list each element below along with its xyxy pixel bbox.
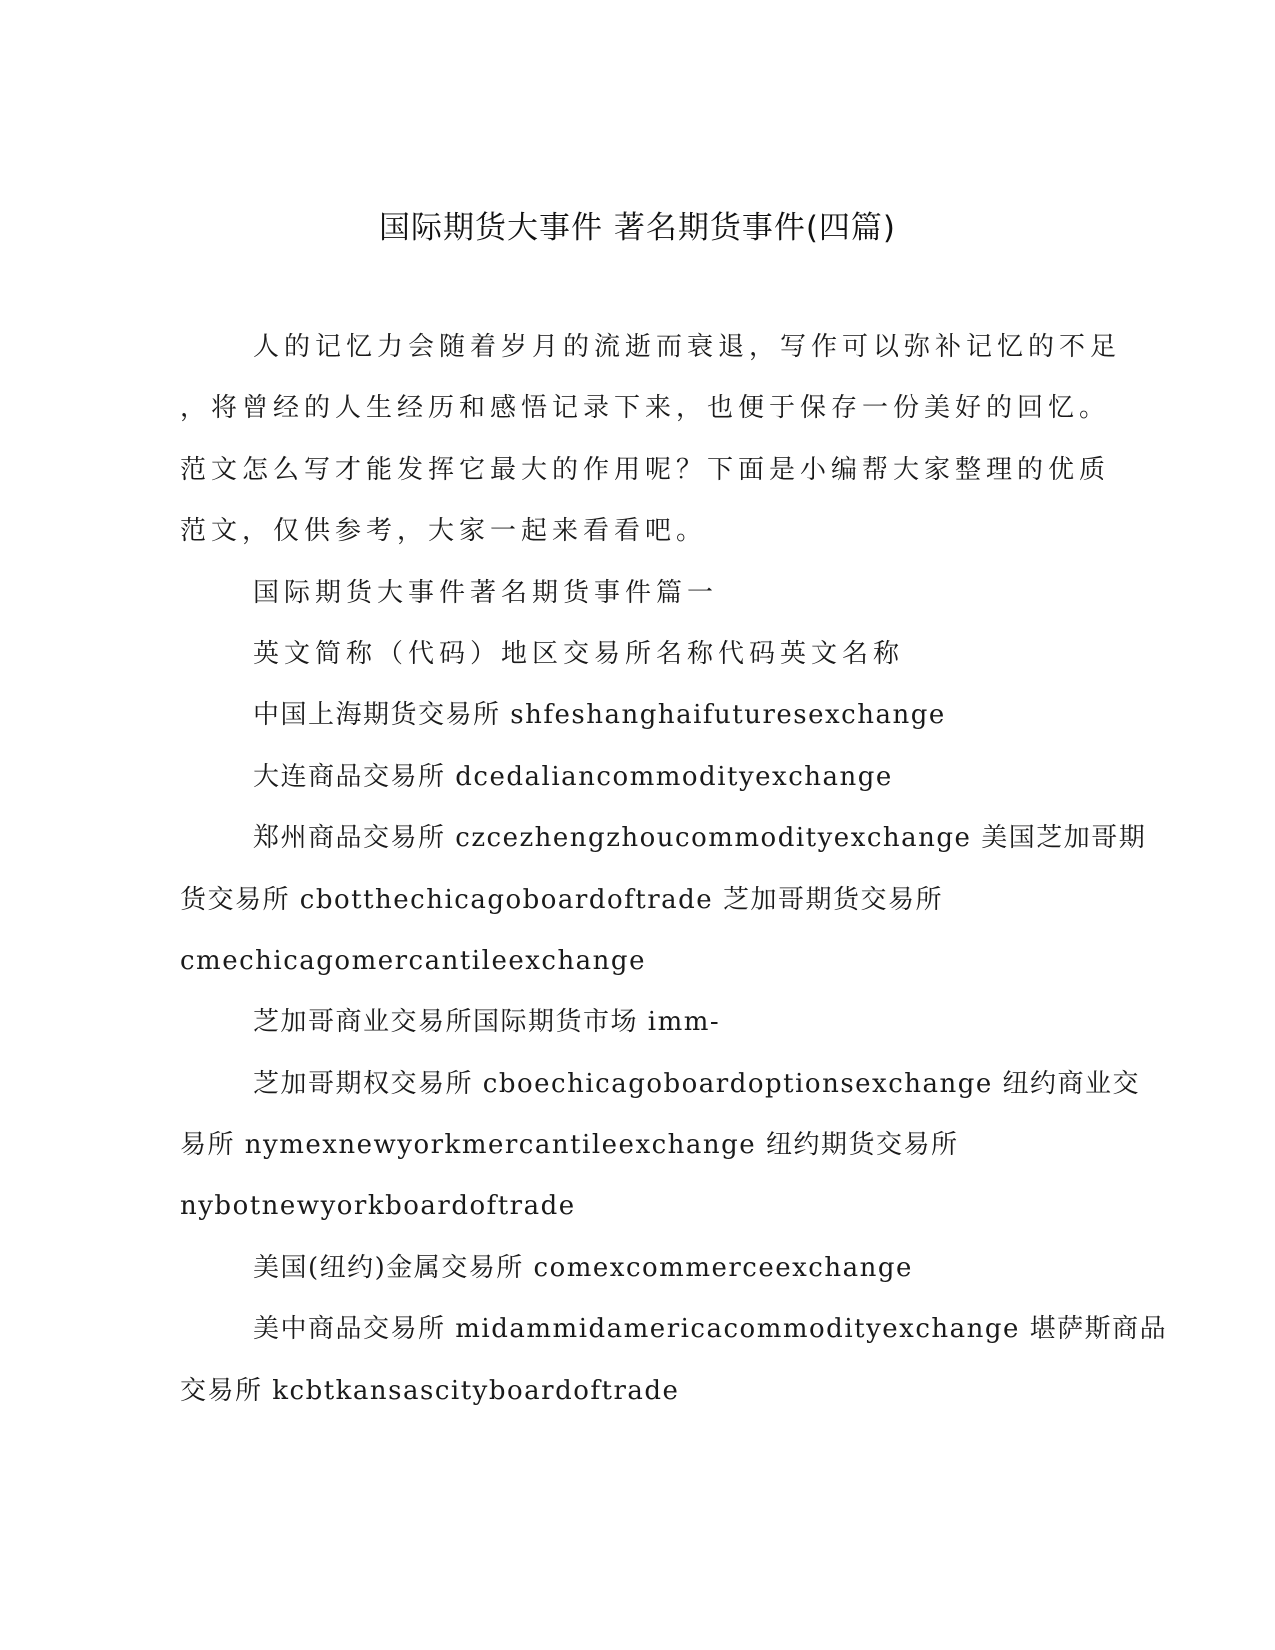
paragraph-line: 范文怎么写才能发挥它最大的作用呢？下面是小编帮大家整理的优质 [180, 454, 1111, 485]
paragraph-line: 范文，仅供参考，大家一起来看看吧。 [180, 516, 708, 547]
document-title: 国际期货大事件 著名期货事件(四篇) [378, 210, 897, 246]
paragraph-line: 英文简称（代码）地区交易所名称代码英文名称 [253, 638, 905, 669]
paragraph-line: ，将曾经的人生经历和感悟记录下来，也便于保存一份美好的回忆。 [180, 393, 1111, 424]
paragraph-line: 郑州商品交易所 czcezhengzhoucommodityexchange 美国芝加哥期 [253, 823, 1147, 854]
paragraph-line: 易所 nymexnewyorkmercantileexchange 纽约期货交易所 [180, 1130, 959, 1161]
paragraph-line: 美中商品交易所 midammidamericacommodityexchange 堪萨斯商品 [253, 1314, 1168, 1345]
paragraph-line: 芝加哥期权交易所 cboechicagoboardoptionsexchange 纽约商业交 [253, 1068, 1141, 1099]
section-heading: 国际期货大事件著名期货事件篇一 [253, 577, 719, 608]
paragraph-line: 人的记忆力会随着岁月的流逝而衰退，写作可以弥补记忆的不足 [253, 332, 1122, 362]
paragraph-line: 美国(纽约)金属交易所 comexcommerceexchange [253, 1252, 913, 1283]
paragraph-line: cmechicagomercantileexchange [180, 945, 646, 976]
paragraph-line: 交易所 kcbtkansascityboardoftrade [180, 1375, 680, 1406]
paragraph-line: 货交易所 cbotthechicagoboardoftrade 芝加哥期货交易所 [180, 884, 943, 915]
paragraph-line: 中国上海期货交易所 shfeshanghaifuturesexchange [253, 700, 946, 731]
paragraph-line: 大连商品交易所 dcedaliancommodityexchange [253, 761, 893, 792]
document-body [180, 317, 1168, 1422]
paragraph-line: 芝加哥商业交易所国际期货市场 imm- [253, 1007, 721, 1038]
paragraph-line: nybotnewyorkboardoftrade [180, 1191, 576, 1222]
